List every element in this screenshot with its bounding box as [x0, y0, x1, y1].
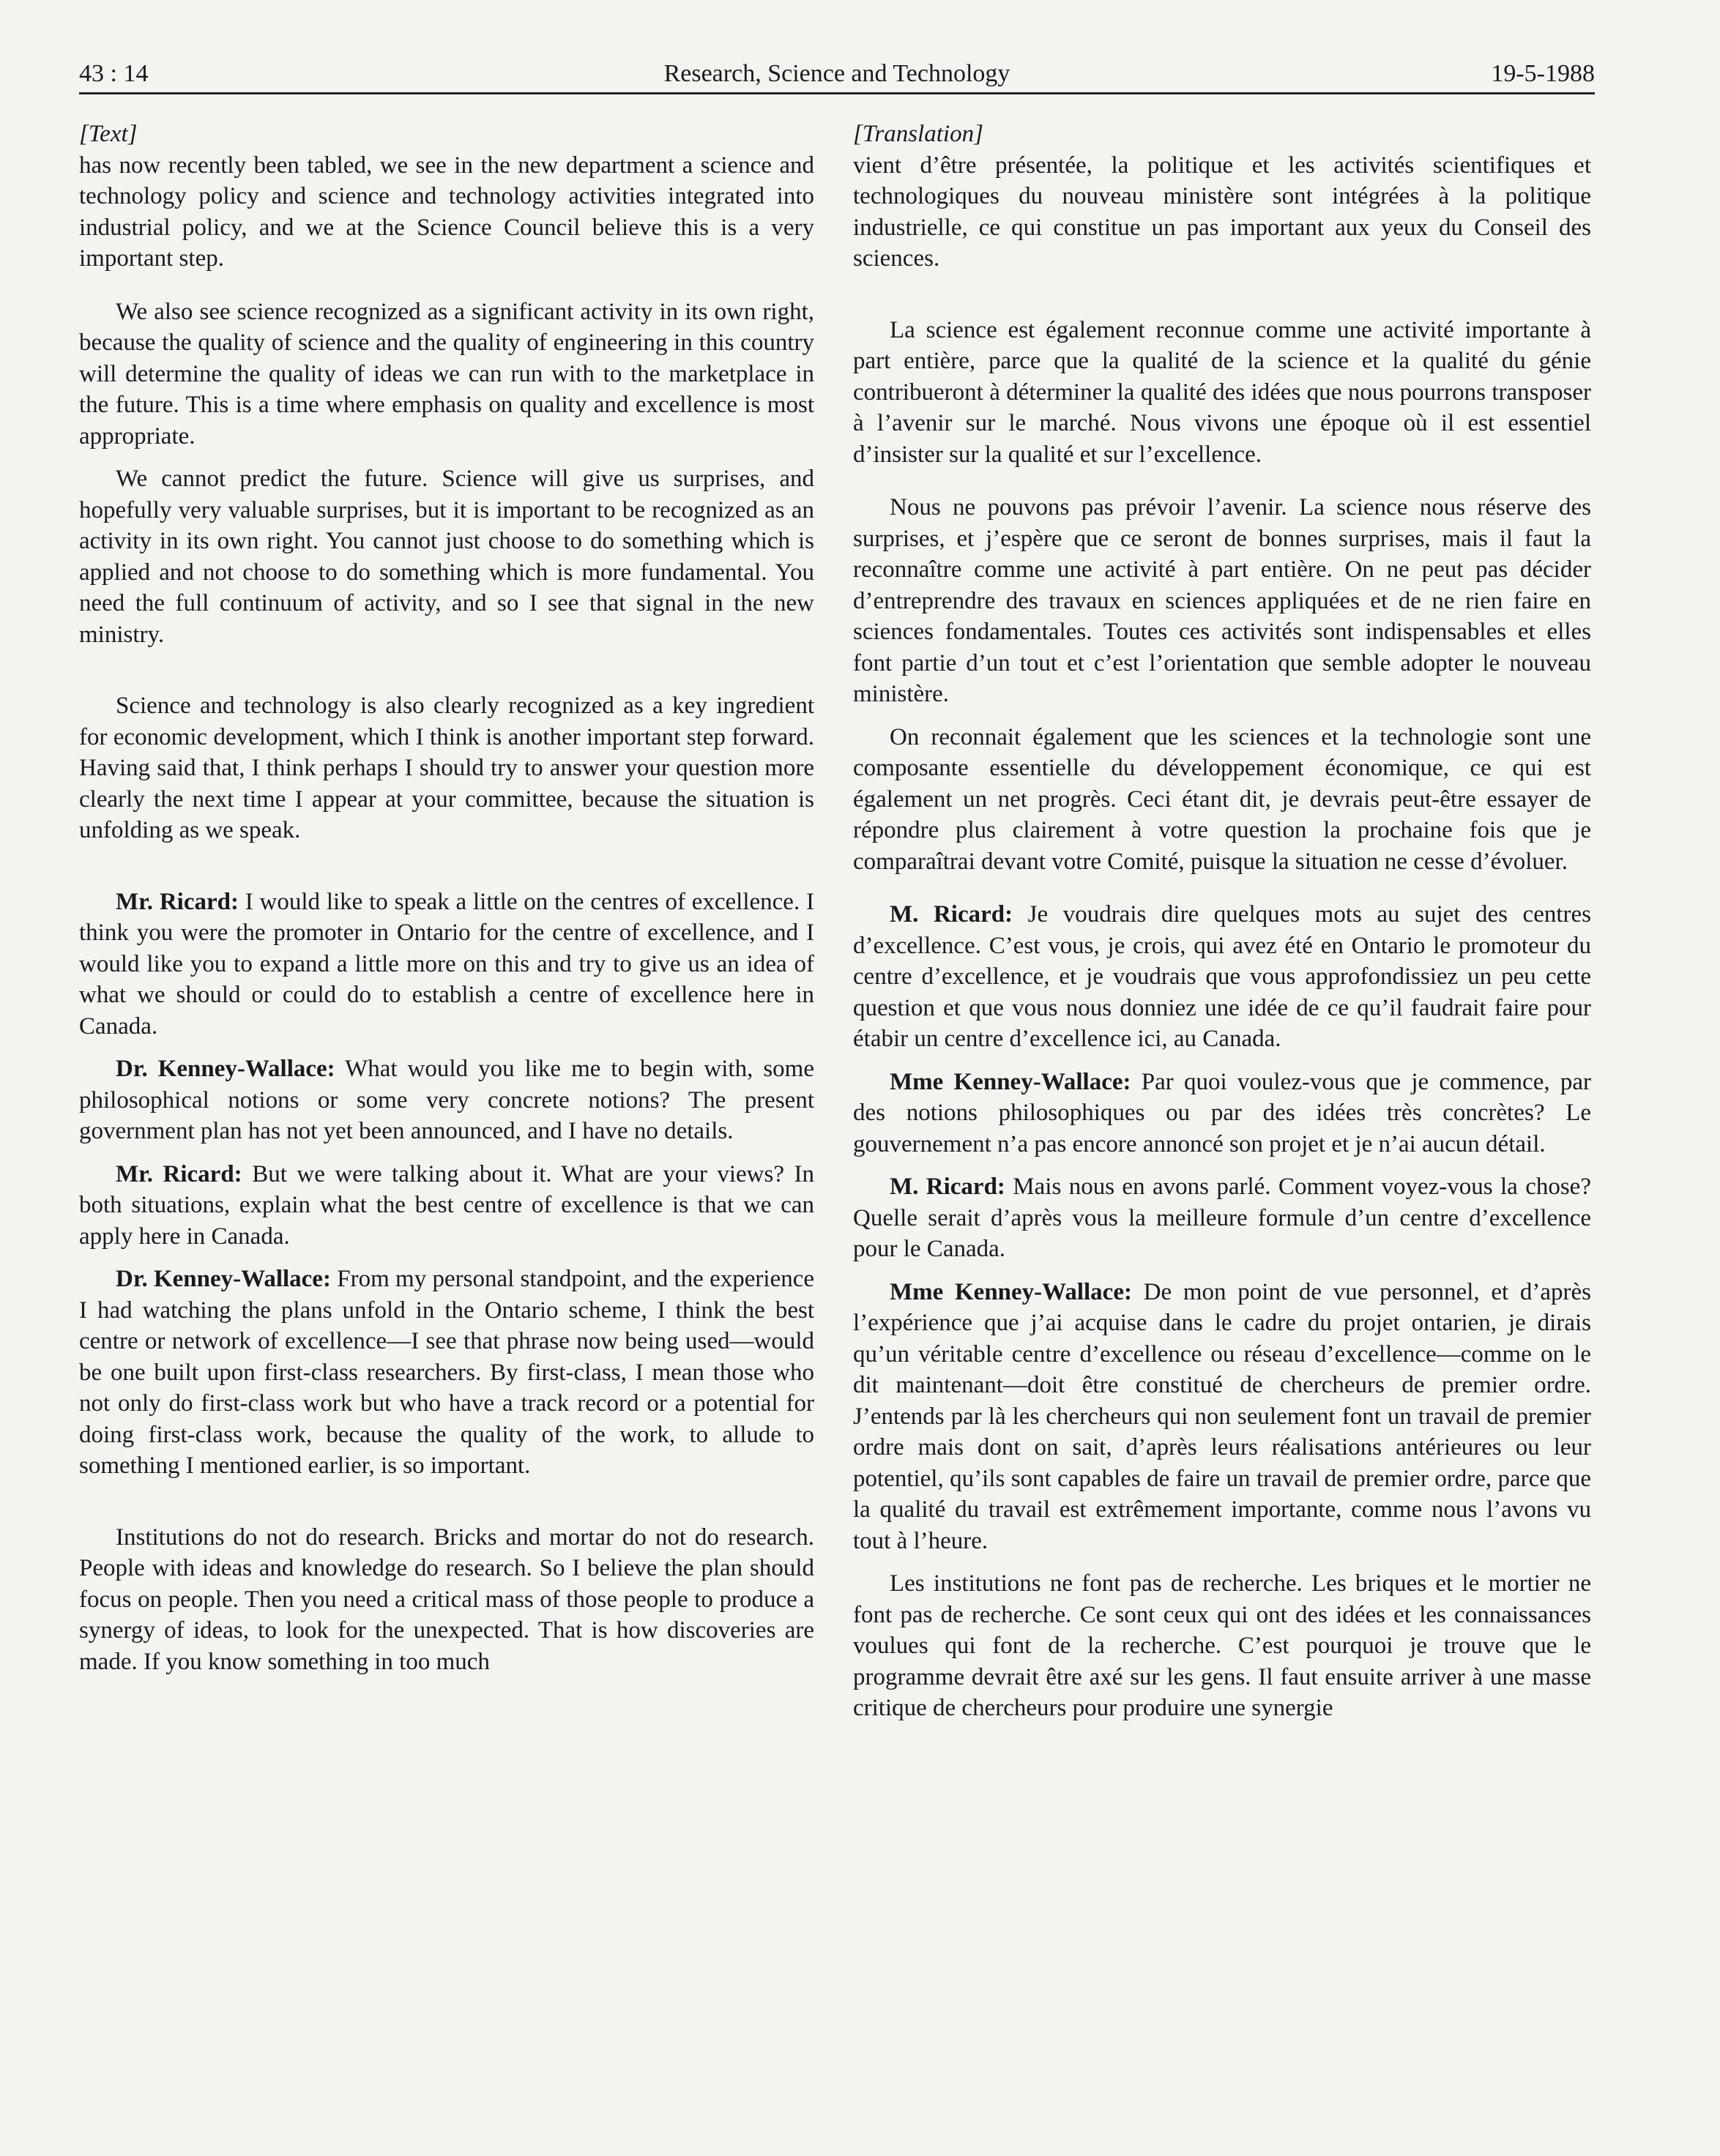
speech-paragraph — [79, 1053, 814, 1147]
speech-text: Mais nous en avons parlé. Comment voyez-vous la chose? Quelle serait d’après vous la meilleure formule d’un centre d’excellence pour le Canada. — [853, 1174, 1591, 1262]
speech-text: De mon point de vue personnel, et d’après l’expérience que j’ai acquise dans le cadre du projet ontarien, je dirais qu’un véritable centre d’excellence ou réseau d’excellence—comme on le dit maintenant—doit être constitué de chercheurs de premier ordre. J’entends par là les chercheurs qui non seulement font un travail de premier ordre mais dont on sait, d’après leurs réalisations antérieures ou leur potentiel, qu’ils sont capables de faire un travail de premier ordre, parce que la qualité du travail est extrêmement importante, comme nous l’avons vu tout à l’heure. — [853, 1278, 1591, 1554]
speaker-name: Mme Kenney-Wallace: — [890, 1068, 1131, 1095]
speaker-name: Dr. Kenney-Wallace: — [116, 1266, 331, 1292]
paragraph: has now recently been tabled, we see in the new department a science and technology policy and science and technology activities integrated into industrial policy, and we at the Science Council believe this is a very important step. — [79, 152, 814, 272]
speech-text: What would you like me to begin with, some philosophical notions or some very concrete notions? The present government plan has not yet been announced, and I have no details. — [79, 1056, 814, 1144]
speech-text: Je voudrais dire quelques mots au sujet des centres d’excellence. C’est vous, je crois, qui avez été en Ontario le promoteur du centre d’excellence, et je voudrais que vous approfondissiez un peu cette question et que vous nous donniez une idée de ce qu’il faudrait faire pour étabir un centre d’excellence ici, au Canada. — [853, 901, 1591, 1052]
speaker-name: Mme Kenney-Wallace: — [890, 1278, 1132, 1305]
speech-text: From my personal standpoint, and the experience I had watching the plans unfold in the Ontario scheme, I think the best centre or network of excellence—I see that phrase now being used—would be one built upon first-class researchers. By first-class, I mean those who not only do first-class work but who have a track record or a potential for doing first-class work, because the quality of the work, to allude to something I mentioned earlier, is so important. — [79, 1266, 815, 1479]
paragraph: La science est également reconnue comme une activité importante à part entière, parce que la qualité de la science et la qualité du génie contribueront à déterminer la qualité des idées que nous pourrons transposer à l’avenir sur le marché. Nous vivons une époque où il est essentiel d’insister sur la qualité et sur l’excellence. — [853, 316, 1591, 468]
speech-text: Par quoi voulez-vous que je commence, par des notions philosophiques ou par des idées très concrètes? Le gouvernement n’a pas encore annoncé son projet et je n’ai aucun détail. — [853, 1068, 1591, 1157]
paragraph: vient d’être présentée, la politique et les activités scientifiques et technologiques du nouveau ministère sont intégrées à la politique industrielle, ce qui constitue un pas important aux yeux du Conseil des sciences. — [853, 152, 1591, 272]
text-tag: [Text] — [79, 121, 138, 147]
speech-paragraph — [853, 1277, 1591, 1557]
english-column — [79, 119, 814, 1677]
paragraph: We cannot predict the future. Science will give us surprises, and hopefully very valuable surprises, but it is important to be recognized as an activity in its own right. You cannot just choose to do something which is applied and not choose to do something which is more fundamental. You need the full continuum of activity, and so I see that signal in the new ministry. — [79, 466, 814, 648]
paragraph: Nous ne pouvons pas prévoir l’avenir. La science nous réserve des surprises, et j’espère que ce seront de bonnes surprises, mais il faut la reconnaître comme une activité à part entière. On ne peut pas décider d’entreprendre des travaux en sciences appliquées et de ne rien faire en sciences fondamentales. Toutes ces activités sont indispensables et elles font partie d’un tout et c’est l’orientation que semble adopter le nouveau ministère. — [853, 494, 1591, 707]
french-column — [853, 119, 1591, 1724]
paragraph: Institutions do not do research. Bricks and mortar do not do research. People with ideas and knowledge do research. So I believe the plan should focus on people. Then you need a critical mass of those people to produce a synergy of ideas, to look for the unexpected. That is how discoveries are made. If you know something in too much — [79, 1523, 814, 1675]
speech-paragraph — [853, 899, 1591, 1055]
paragraph: Science and technology is also clearly recognized as a key ingredient for economic development, which I think is another important step forward. Having said that, I think perhaps I should try to answer your question more clearly the next time I appear at your committee, because the situation is unfolding as we speak. — [79, 693, 814, 843]
paragraph: On reconnait également que les sciences et la technologie sont une composante essentielle du développement économique, ce qui est également un net progrès. Ceci étant dit, je devrais peut-être essayer de répondre plus clairement à votre question la prochaine fois que je comparaîtrai devant votre Comité, puisque la situation ne cesse d’évoluer. — [853, 723, 1591, 875]
running-title: Research, Science and Technology — [663, 60, 1010, 87]
speaker-name: Dr. Kenney-Wallace: — [116, 1056, 335, 1082]
speaker-name: Mr. Ricard: — [116, 1160, 242, 1187]
page-header — [79, 59, 1595, 94]
speech-paragraph — [853, 1067, 1591, 1160]
speech-text: But we were talking about it. What are your views? In both situations, explain what the best centre of excellence is that we can apply here in Canada. — [79, 1160, 814, 1250]
speech-paragraph — [79, 887, 814, 1042]
speech-text: I would like to speak a little on the centres of excellence. I think you were the promoter in Ontario for the centre of excellence, and I would like you to expand a little more on this and try to give us an idea of what we should or could do to establish a centre of excellence here in Canada. — [79, 888, 814, 1040]
speaker-name: M. Ricard: — [890, 1174, 1005, 1200]
paragraph: We also see science recognized as a significant activity in its own right, because the quality of science and the quality of engineering in this country will determine the quality of ideas we can run with to the marketplace in the future. This is a time where emphasis on quality and excellence is most appropriate. — [79, 298, 814, 450]
speech-paragraph — [79, 1264, 814, 1482]
page-number: 43 : 14 — [79, 60, 149, 87]
speaker-name: Mr. Ricard: — [116, 888, 239, 915]
speech-paragraph — [853, 1171, 1591, 1265]
translation-tag: [Translation] — [853, 121, 983, 147]
paragraph: Les institutions ne font pas de recherche. Les briques et le mortier ne font pas de recherche. Ce sont ceux qui ont des idées et les connaissances voulues qui font de la recherche. C’est pourquoi je trouve que le programme devrait être axé sur les gens. Il faut ensuite arriver à une masse critique de chercheurs pour produire une synergie — [853, 1570, 1591, 1721]
header-date: 19-5-1988 — [1491, 60, 1595, 87]
speaker-name: M. Ricard: — [890, 901, 1013, 928]
speech-paragraph — [79, 1159, 814, 1253]
